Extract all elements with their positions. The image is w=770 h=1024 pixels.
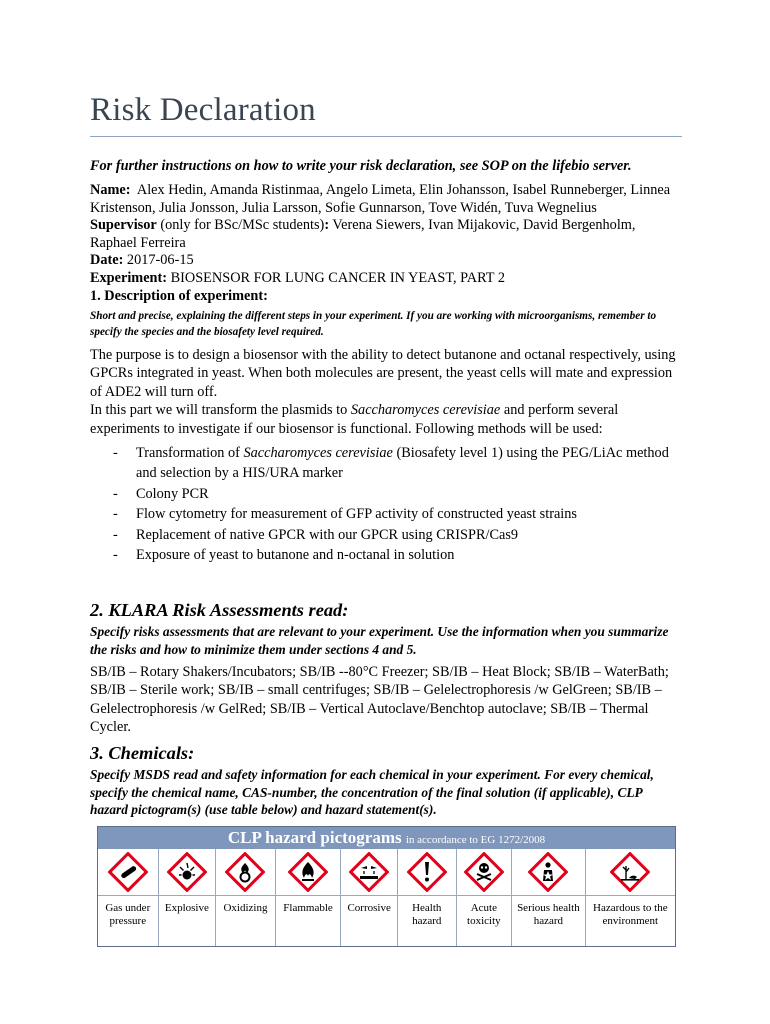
skull-crossbones-icon	[464, 852, 504, 892]
pictogram-label: Explosive	[158, 896, 216, 946]
description-text	[90, 346, 682, 438]
exclamation-mark-icon	[407, 852, 447, 892]
title-divider	[90, 136, 682, 137]
experiment-value: BIOSENSOR FOR LUNG CANCER IN YEAST, PART 2	[170, 269, 505, 286]
pictogram-label: Flammable	[275, 896, 341, 946]
date-value: 2017-06-15	[126, 252, 194, 269]
names-line	[90, 182, 682, 217]
supervisor-colon: :	[324, 217, 330, 234]
list-item: - Transformation of Saccharomyces cerevisiae (Biosafety level 1) using the PEG/LiAc method and selection by a HIS/URA marker	[113, 445, 669, 482]
section1-subtitle: Short and precise, explaining the different steps in your experiment. If you are working with microorganisms, remember to specify the species and the biosafety level required.	[90, 310, 657, 338]
date-line	[90, 252, 682, 270]
description-paragraph-1: The purpose is to design a biosensor with the ability to detect butanone and octanal respectively, using GPCRs integrated in yeast. When both molecules are present, the yeast cells will mate and expression of ADE2 will turn off.	[90, 347, 676, 400]
section3-heading: 3. Chemicals:	[90, 743, 195, 763]
exploding-bomb-icon	[167, 852, 207, 892]
section2-subtitle: Specify risks assessments that are relevant to your experiment. Use the information when you summarize the risks and how to minimize them under sections 4 and 5.	[90, 624, 669, 657]
supervisor-label: Supervisor	[90, 217, 157, 234]
pictogram-label: Gas under pressure	[105, 902, 151, 928]
environment-icon	[610, 852, 650, 892]
pictogram-label: Hazardous to the environment	[585, 896, 675, 946]
gas-cylinder-icon	[108, 852, 148, 892]
experiment-label: Experiment:	[90, 269, 168, 286]
clp-table-title: CLP hazard pictograms	[227, 828, 402, 847]
clp-hazard-table	[97, 826, 676, 947]
date-label: Date:	[90, 252, 124, 269]
section2-heading: 2. KLARA Risk Assessments read:	[90, 600, 349, 620]
section2-body: SB/IB – Rotary Shakers/Incubators; SB/IB --80°C Freezer; SB/IB – Heat Block; SB/IB – WaterBath; SB/IB – Sterile work; SB/IB – small centrifuges; SB/IB – Gelelectrophoresis /w GelGreen; SB/IB – Gelelectrophoresis /w GelRed; SB/IB – Vertical Autoclave/Benchtop autoclave; SB/IB – Thermal Cycler.	[90, 664, 669, 736]
species-name: Saccharomyces cerevisiae	[350, 402, 501, 419]
health-hazard-icon	[528, 852, 568, 892]
declaration-meta	[90, 182, 682, 305]
section1-heading: 1. Description of experiment:	[90, 287, 268, 304]
pictogram-row	[98, 849, 675, 896]
clp-table-header	[98, 827, 675, 849]
instruction-line: For further instructions on how to write your risk declaration, see SOP on the lifebio server.	[90, 158, 632, 174]
pictogram-label: Serious health hazard	[511, 896, 584, 946]
pictogram-label: Health hazard	[397, 896, 456, 946]
list-item: - Exposure of yeast to butanone and n-octanal in solution	[113, 547, 455, 564]
supervisors-value: Verena Siewers, Ivan Mijakovic, David Bergenholm, Raphael Ferreira	[90, 217, 636, 251]
methods-list	[90, 443, 682, 565]
supervisor-line	[90, 217, 682, 252]
name-label: Name:	[90, 182, 131, 198]
pictogram-label-row	[98, 896, 675, 946]
supervisor-note: (only for BSc/MSc students)	[160, 217, 325, 234]
flame-over-circle-icon	[225, 852, 265, 892]
list-item: - Replacement of native GPCR with our GPCR using CRISPR/Cas9	[113, 526, 519, 543]
clp-table-subtitle: in accordance to EG 1272/2008	[405, 834, 546, 846]
experiment-line	[90, 270, 682, 288]
corrosion-icon	[349, 852, 389, 892]
list-item: - Flow cytometry for measurement of GFP activity of constructed yeast strains	[113, 506, 577, 523]
page-title: Risk Declaration	[90, 92, 316, 128]
flame-icon	[288, 852, 328, 892]
pictogram-label: Acute toxicity	[456, 896, 512, 946]
list-item: - Colony PCR	[113, 485, 209, 502]
section3-subtitle: Specify MSDS read and safety information for each chemical in your experiment. For every chemical, specify the chemical name, CAS-number, the concentration of the final solution (if applicable), CLP hazard pictogram(s) (use table below) and hazard statement(s).	[90, 767, 654, 817]
description-paragraph-2: In this part we will transform the plasmids to Saccharomyces cerevisiae and perform several experiments to investigate if our biosensor is functional. Following methods will be used:	[90, 402, 619, 437]
names-value: Alex Hedin, Amanda Ristinmaa, Angelo Limeta, Elin Johansson, Isabel Runneberger, Linnea Kristenson, Julia Jonsson, Julia Larsson, Sofie Gunnarson, Tove Widén, Tuva Wegnelius	[90, 182, 671, 216]
pictogram-label: Oxidizing	[215, 896, 275, 946]
pictogram-label: Corrosive	[340, 896, 397, 946]
